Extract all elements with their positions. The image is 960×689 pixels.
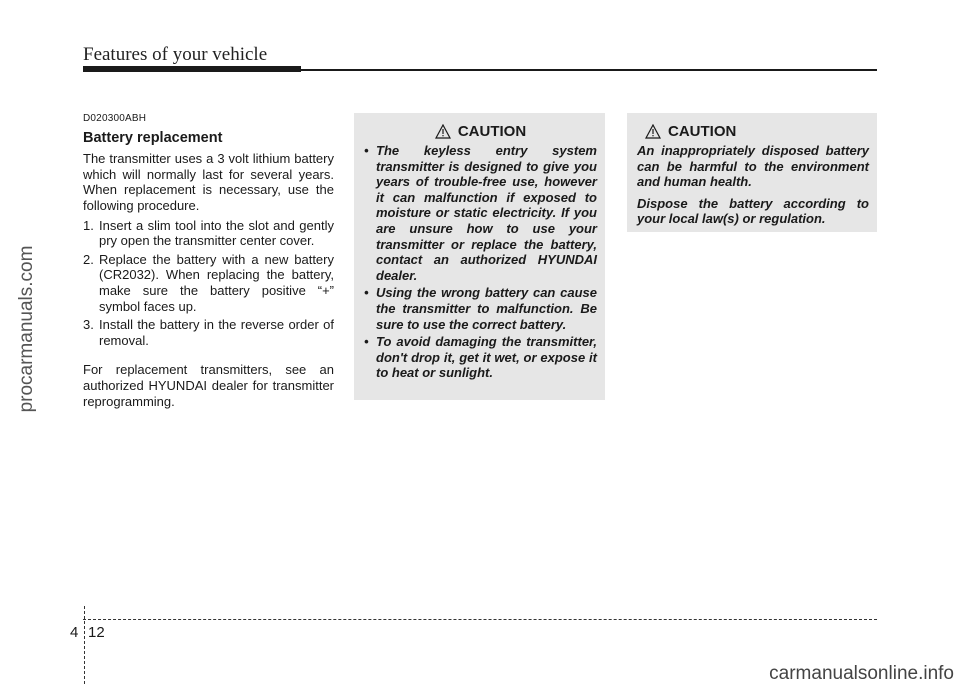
header-rule-thin [301,69,877,71]
battery-section [83,111,334,422]
caution-paragraph: Dispose the battery according to your local law(s) or regulation. [637,195,869,227]
caution-item-text: The keyless entry system transmitter is designed to give you years of trouble-free use, however it can malfunction if exposed to moisture or static electricity. If you are unsure how to use your transmitter or replace the battery, contact an authorized HYUNDAI dealer. [376,143,597,283]
caution-box-keyless [354,113,605,400]
footer-vertical-rule [84,606,85,684]
caution-header [364,123,597,140]
caution-header [637,123,869,140]
bullet-icon: • [364,334,369,350]
step-text: Insert a slim tool into the slot and gently pry open the transmitter center cover. [99,217,334,249]
caution-item [364,285,597,332]
caution-item-text: To avoid damaging the transmitter, don't drop it, get it wet, or expose it to heat or sunlight. [376,334,597,381]
intro-paragraph: The transmitter uses a 3 volt lithium battery which will normally last for several years. When replacement is necessary, use the following procedure. [83,151,334,213]
caution-box-disposal [627,113,877,232]
caution-paragraph: An inappropriately disposed battery can be harmful to the environment and human health. [637,143,869,190]
page-number: 12 [88,624,105,641]
step-number: 1. [83,217,94,233]
caution-item [364,143,597,283]
caution-item [364,334,597,381]
step-number: 3. [83,317,94,333]
procedure-step [83,218,334,249]
section-code: D020300ABH [83,113,147,124]
bullet-icon: • [364,285,369,301]
procedure-step [83,252,334,314]
step-text: Replace the battery with a new battery (CR2032). When replacing the battery, make sure the battery positive “+” symbol faces up. [99,251,334,314]
bullet-icon: • [364,143,369,158]
footer-rule [83,619,877,620]
step-text: Install the battery in the reverse order of removal. [99,317,334,348]
caution-item-text: Using the wrong battery can cause the transmitter to malfunction. Be sure to use the correct battery. [376,285,597,332]
caution-body [364,143,597,381]
step-number: 2. [83,251,94,267]
bottom-watermark: carmanualsonline.info [769,663,954,684]
warning-triangle-icon [435,124,451,139]
side-watermark: procarmanuals.com [16,245,37,413]
caution-label: CAUTION [668,123,737,140]
replacement-paragraph: For replacement transmitters, see an authorized HYUNDAI dealer for transmitter reprogramming. [83,362,334,409]
caution-body [637,143,869,227]
section-number: 4 [70,624,79,641]
warning-triangle-icon [645,124,661,139]
procedure-step [83,317,334,348]
section-heading: Battery replacement [83,129,223,146]
page-header-title: Features of your vehicle [83,44,268,65]
caution-label: CAUTION [457,123,527,140]
header-rule-thick [83,66,301,72]
